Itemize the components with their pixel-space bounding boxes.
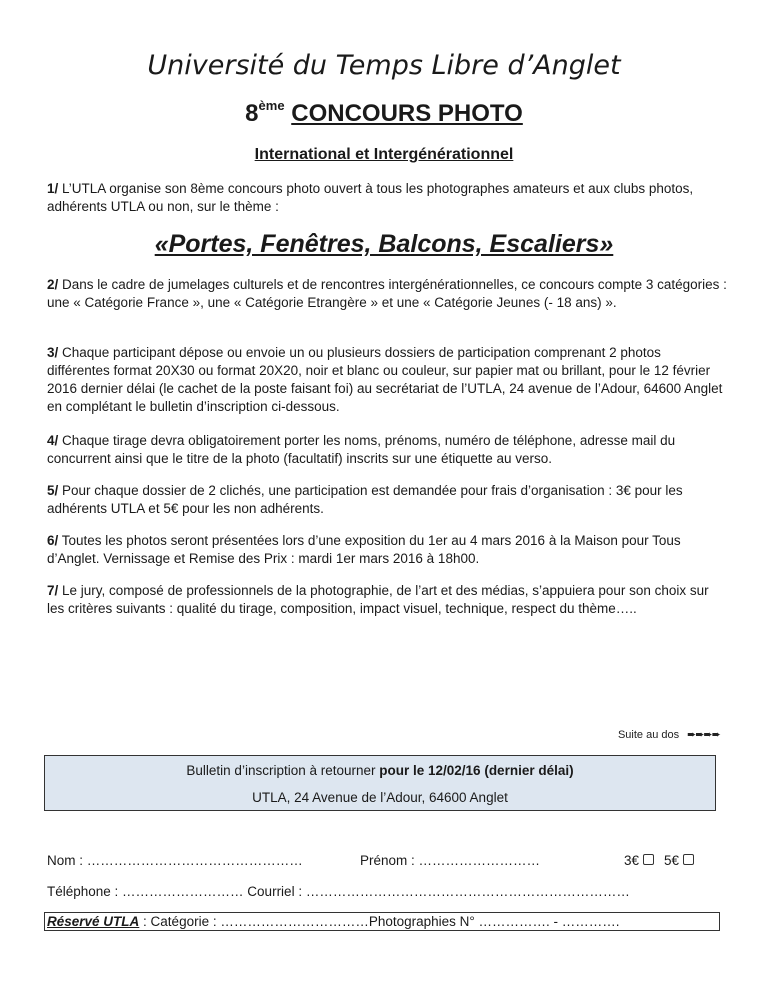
contest-subtitle: International et Intergénérationnel — [254, 146, 514, 163]
university-title: Université du Temps Libre d’Anglet — [147, 50, 621, 81]
rule-paragraph-1 — [47, 180, 727, 216]
rule-number: 3/ — [47, 345, 59, 360]
firstname-field[interactable]: Prénom : ……………………… — [360, 853, 541, 868]
fee-5-label: 5€ — [664, 853, 680, 868]
reserved-label: Réservé UTLA — [47, 914, 140, 929]
rule-paragraph-3 — [47, 344, 727, 416]
reserved-text: : Catégorie : ……………………………Photographies N° ……………. - …………. — [139, 914, 620, 929]
fee-5-checkbox[interactable] — [683, 854, 694, 865]
rule-number: 2/ — [47, 277, 59, 292]
rule-number: 7/ — [47, 583, 59, 598]
registration-deadline-date: pour le 12/02/16 (dernier délai) — [379, 763, 574, 778]
name-field[interactable]: Nom : ………………………………………… — [47, 853, 303, 868]
rule-number: 4/ — [47, 433, 59, 448]
rule-paragraph-4 — [47, 432, 727, 468]
rule-text: Chaque tirage devra obligatoirement porter les noms, prénoms, numéro de téléphone, adresse mail du concurrent ainsi que le titre de la photo (facultatif) inscrits sur une étiquette au verso. — [47, 433, 676, 466]
reserved-utla-section — [44, 912, 720, 931]
rule-text: Dans le cadre de jumelages culturels et de rencontres intergénérationnelles, ce concours compte 3 catégories : une « Catégorie France », une « Catégorie Etrangère » et une « Catégorie Jeunes (- 18 ans) ». — [47, 277, 727, 310]
registration-box — [44, 755, 716, 811]
contest-number: 8 — [245, 100, 259, 127]
rule-paragraph-7 — [47, 582, 727, 618]
rule-text: Pour chaque dossier de 2 clichés, une participation est demandée pour frais d’organisation : 3€ pour les adhérents UTLA et 5€ pour les non adhérents. — [47, 483, 683, 516]
arrow-right-icon: ➨➨➨➨ — [687, 729, 720, 741]
rule-paragraph-2 — [47, 276, 727, 312]
fee-3-label: 3€ — [624, 853, 640, 868]
registration-deadline — [45, 763, 715, 778]
rule-text: Le jury, composé de professionnels de la photographie, de l’art et des médias, s’appuiera pour son choix sur les critères suivants : qualité du tirage, composition, impact visuel, technique, respect du thème….. — [47, 583, 709, 616]
rule-number: 6/ — [47, 533, 59, 548]
fee-3-checkbox[interactable] — [643, 854, 654, 865]
continued-overleaf — [618, 728, 720, 741]
rule-paragraph-5 — [47, 482, 727, 518]
contest-number-suffix: ème — [258, 98, 285, 113]
rule-number: 1/ — [47, 181, 59, 196]
rule-paragraph-6 — [47, 532, 727, 568]
rule-text: Toutes les photos seront présentées lors d’une exposition du 1er au 4 mars 2016 à la Maison pour Tous d’Anglet. Vernissage et Remise des Prix : mardi 1er mars 2016 à 18h00. — [47, 533, 681, 566]
rule-text: Chaque participant dépose ou envoie un ou plusieurs dossiers de participation comprenant 2 photos différentes format 20X30 ou format 20X20, noir et blanc ou couleur, sur papier mat ou brillant, pour le 12 février 2016 dernier délai (le cachet de la poste faisant foi) au secrétariat de l’UTLA, 24 avenue de l’Adour, 64600 Anglet en complétant le bulletin d’inscription ci-dessous. — [47, 345, 723, 414]
rule-number: 5/ — [47, 483, 59, 498]
phone-email-field[interactable]: Téléphone : ……………………… Courriel : ……………………………………………………………… — [47, 884, 630, 899]
rule-text: L’UTLA organise son 8ème concours photo ouvert à tous les photographes amateurs et aux clubs photos, adhérents UTLA ou non, sur le thème : — [47, 181, 694, 214]
continued-label: Suite au dos — [617, 729, 680, 741]
fee-options — [624, 853, 694, 868]
registration-deadline-prefix: Bulletin d’inscription à retourner — [186, 763, 380, 778]
contest-name: CONCOURS PHOTO — [291, 100, 523, 127]
registration-address: UTLA, 24 Avenue de l’Adour, 64600 Anglet — [252, 790, 508, 805]
contest-theme: «Portes, Fenêtres, Balcons, Escaliers» — [154, 230, 614, 258]
contest-title — [0, 98, 768, 128]
